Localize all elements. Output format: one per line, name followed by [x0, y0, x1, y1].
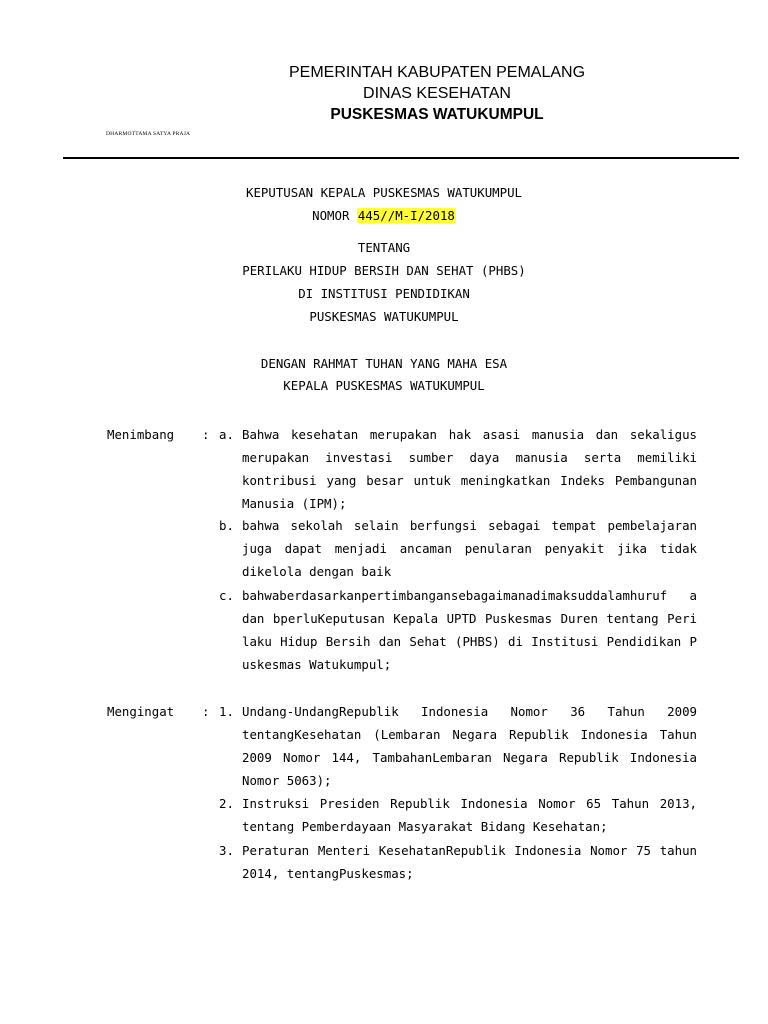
- item-marker: b.: [219, 518, 234, 533]
- legal-basis-item: Peraturan Menteri KesehatanRepublik Indonesia Nomor 75 tahun 2014, tentangPuskesmas;: [242, 843, 697, 881]
- government-name: PEMERINTAH KABUPATEN PEMALANG: [288, 64, 586, 81]
- menimbang-label: Menimbang: [107, 427, 175, 442]
- item-marker: 1.: [219, 704, 234, 719]
- blessing-line-1: DENGAN RAHMAT TUHAN YANG MAHA ESA: [260, 356, 508, 371]
- item-marker: 2.: [219, 796, 234, 811]
- legal-basis-item: Undang-UndangRepublik Indonesia Nomor 36 Tahun 2009 tentangKesehatan (Lembaran Negara Republik Indonesia Tahun 2009 Nomor 144, TambahanLembaran Negara Republik Indonesia Nomor 5063);: [242, 704, 697, 788]
- mengingat-colon: :: [202, 704, 210, 719]
- consideration-item: bahwaberdasarkanpertimbangansebagaimanadimaksuddalamhuruf a dan bperluKeputusan Kepala UPTD Puskesmas Duren tentang Perilaku Hidup Bersih dan Sehat (PHBS) di Institusi Pendidikan Puskesmas Watukumpul;: [242, 588, 697, 672]
- decree-number: [0, 208, 768, 223]
- consideration-item: bahwa sekolah selain berfungsi sebagai tempat pembelajaran juga dapat menjadi ancaman penularan penyakit jika tidak dikelola dengan baik: [242, 518, 697, 579]
- mengingat-label: Mengingat: [107, 704, 175, 719]
- blessing-line-2: KEPALA PUSKESMAS WATUKUMPUL: [283, 378, 485, 393]
- motto-text: DHARMOTTAMA SATYA PRAJA: [106, 131, 191, 137]
- menimbang-colon: :: [202, 427, 210, 442]
- subject-line-3: PUSKESMAS WATUKUMPUL: [309, 309, 459, 324]
- item-marker: a.: [219, 427, 234, 442]
- institution-name: PUSKESMAS WATUKUMPUL: [330, 106, 544, 123]
- subject-line-1: PERILAKU HIDUP BERSIH DAN SEHAT (PHBS): [242, 263, 526, 278]
- item-marker: c.: [219, 588, 234, 603]
- header-divider: [63, 157, 739, 159]
- decree-title: KEPUTUSAN KEPALA PUSKESMAS WATUKUMPUL: [245, 185, 522, 200]
- subject-line-2: DI INSTITUSI PENDIDIKAN: [298, 286, 470, 301]
- about-heading: TENTANG: [357, 240, 411, 255]
- department-name: DINAS KESEHATAN: [363, 85, 511, 102]
- decree-number-value: 445//M-I/2018: [357, 208, 455, 223]
- consideration-item: Bahwa kesehatan merupakan hak asasi manusia dan sekaligus merupakan investasi sumber daya manusia serta memiliki kontribusi yang besar untuk meningkatkan Indeks Pembangunan Manusia (IPM);: [242, 427, 697, 511]
- decree-number-prefix: NOMOR: [312, 208, 357, 223]
- legal-basis-item: Instruksi Presiden Republik Indonesia Nomor 65 Tahun 2013, tentang Pemberdayaan Masyarakat Bidang Kesehatan;: [242, 796, 697, 834]
- item-marker: 3.: [219, 843, 234, 858]
